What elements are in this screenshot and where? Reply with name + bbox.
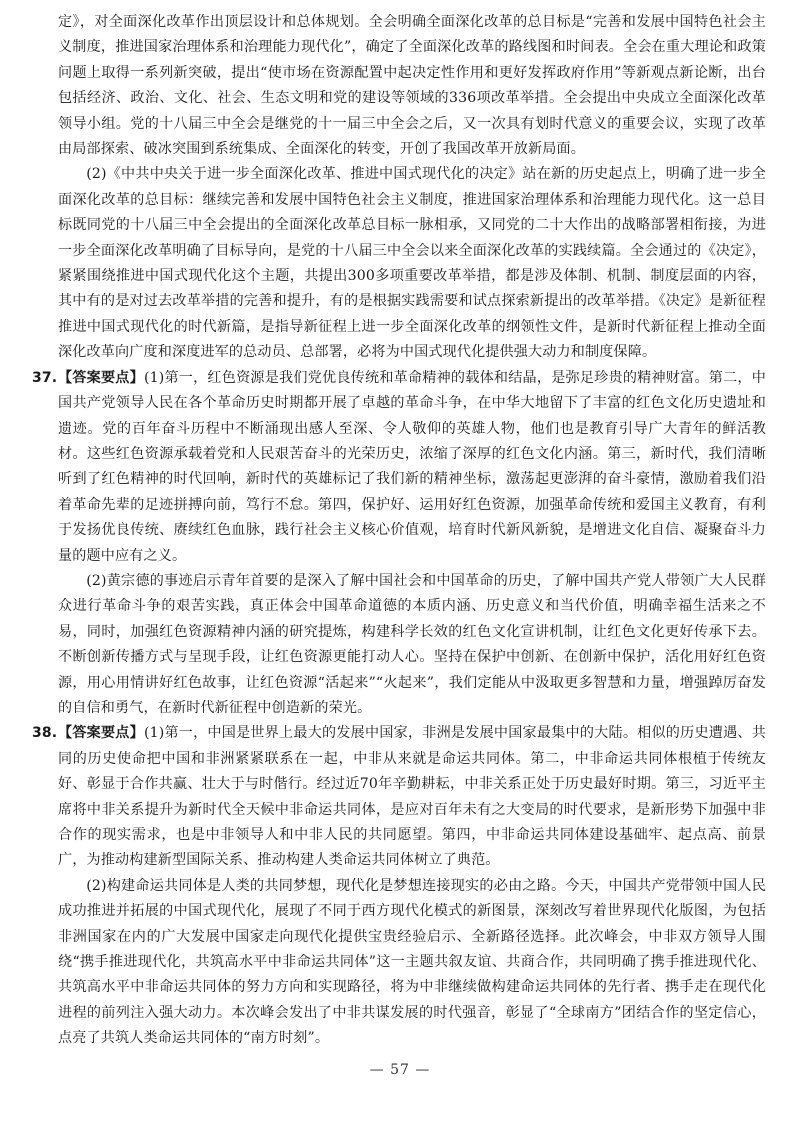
answer-content — [32, 10, 766, 1052]
question-38 — [32, 721, 766, 1051]
q37-part1 — [58, 366, 766, 569]
question-number: 37. — [32, 369, 58, 386]
page-number: — 57 — — [369, 1062, 431, 1078]
question-37 — [32, 366, 766, 722]
q38-part1-text: (1)第一，中国是世界上最大的发展中国家，非洲是发展中国家最集中的大陆。相似的历史遭遇、共同的历史使命把中国和非洲紧紧联系在一起，中非从来就是命运共同体。第二，中非命运共同体根植于传统友好、彰显于合作共赢、壮大于与时偕行。经过近70年辛勤耕耘，中非关系正处于历史最好时期。第三，习近平主席将中非关系提升为新时代全天候中非命运共同体，是应对百年未有之大变局的时代要求，是新形势下加强中非合作的现实需求，也是中非领导人和中非人民的共同愿望。第四，中非命运共同体建设基础牢、起点高、前景广，为推动构建新型国际关系、推动构建人类命运共同体树立了典范。 — [58, 725, 766, 869]
q38-part1 — [58, 721, 766, 873]
question-number: 38. — [32, 725, 58, 742]
q36-part2: (2)《中共中央关于进一步全面深化改革、推进中国式现代化的决定》站在新的历史起点上，明确了进一步全面深化改革的总目标：继续完善和发展中国特色社会主义制度，推进国家治理体系和治理能力现代化。这一总目标既同党的十八届三中全会提出的全面深化改革总目标一脉相承，又同党的二十大作出的战略部署相衔接，为进一步全面深化改革明确了目标导向，是党的十八届三中全会以来全面深化改革的实践续篇。全会通过的《决定》，紧紧围绕推进中国式现代化这个主题，共提出300多项重要改革举措，都是涉及体制、机制、制度层面的内容，其中有的是对过去改革举措的完善和提升，有的是根据实践需要和试点探索新提出的改革举措。《决定》是新征程推进中国式现代化的时代新篇，是指导新征程上进一步全面深化改革的纲领性文件，是新时代新征程上推动全面深化改革向广度和深度进军的总动员、总部署，必将为中国式现代化提供强大动力和制度保障。 — [58, 166, 766, 361]
q37-part1-text: (1)第一，红色资源是我们党优良传统和革命精神的载体和结晶，是弥足珍贵的精神财富。第二，中国共产党领导人民在各个革命历史时期都开展了卓越的革命斗争，在中华大地留下了丰富的红色文化历史遗址和遗迹。党的百年奋斗历程中不断涌现出感人至深、令人敬仰的英雄人物，他们也是教育引导广大青年的鲜活教材。这些红色资源承载着党和人民艰苦奋斗的光荣历史，浓缩了深厚的红色文化内涵。第三，新时代，我们清晰听到了红色精神的时代回响，新时代的英雄标记了我们新的精神坐标，激荡起更澎湃的奋斗豪情，激励着我们沿着革命先辈的足迹拼搏向前，笃行不怠。第四，保护好、运用好红色资源，加强革命传统和爱国主义教育，有利于发扬优良传统、赓续红色血脉，践行社会主义核心价值观，培育时代新风新貌，是增进文化自信、凝聚奋斗力量的题中应有之义。 — [58, 369, 766, 564]
answer-label: 【答案要点】 — [58, 725, 144, 742]
q36-part1-continued: 定》，对全面深化改革作出顶层设计和总体规划。全会明确全面深化改革的总目标是“完善和发展中国特色社会主义制度，推进国家治理体系和治理能力现代化”，确定了全面深化改革的路线图和时间表。全会在重大理论和政策问题上取得一系列新突破，提出“使市场在资源配置中起决定性作用和更好发挥政府作用”等新观点新论断，出台包括经济、政治、文化、社会、生态文明和党的建设等领域的336项改革举措。全会提出中央成立全面深化改革领导小组。党的十八届三中全会是继党的十一届三中全会之后，又一次具有划时代意义的重要会议，实现了改革由局部探索、破冰突围到系统集成、全面深化的转变，开创了我国改革开放新局面。 — [58, 14, 766, 158]
q37-part2: (2)黄宗德的事迹启示青年首要的是深入了解中国社会和中国革命的历史，了解中国共产党人带领广大人民群众进行革命斗争的艰苦实践，真正体会中国革命道德的本质内涵、历史意义和当代价值，明确幸福生活来之不易，同时，加强红色资源精神内涵的研究提炼，构建科学长效的红色文化宣讲机制，让红色文化更好传承下去。不断创新传播方式与呈现手段，让红色资源更能打动人心。坚持在保护中创新、在创新中保护，活化用好红色资源，用心用情讲好红色故事，让红色资源“活起来”“火起来”，我们定能从中汲取更多智慧和力量，增强踔厉奋发的自信和勇气，在新时代新征程中创造新的荣光。 — [58, 572, 766, 716]
q38-part2: (2)构建命运共同体是人类的共同梦想，现代化是梦想连接现实的必由之路。今天，中国共产党带领中国人民成功推进并拓展的中国式现代化，展现了不同于西方现代化模式的新图景，深刻改写着世界现代化版图，为包括非洲国家在内的广大发展中国家走向现代化提供宝贵经验启示、全新路径选择。此次峰会，中非双方领导人围绕“携手推进现代化，共筑高水平中非命运共同体”这一主题共叙友谊、共商合作，共同明确了携手推进现代化、共筑高水平中非命运共同体的努力方向和实现路径，将为中非继续做构建命运共同体的先行者、携手走在现代化进程的前列注入强大动力。本次峰会发出了中非共谋发展的时代强音，彰显了“全球南方”团结合作的坚定信心，点亮了共筑人类命运共同体的“南方时刻”。 — [58, 877, 766, 1047]
answer-label: 【答案要点】 — [58, 369, 144, 386]
